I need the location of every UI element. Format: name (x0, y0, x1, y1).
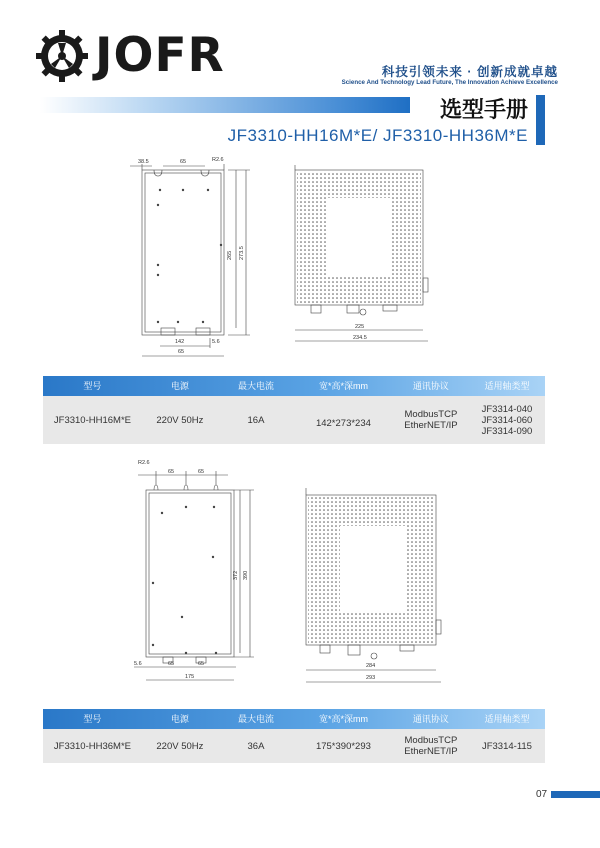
dim-top-radius: R2.6 (212, 157, 224, 163)
protocol-1: ModbusTCP (404, 735, 458, 746)
table-row (43, 396, 545, 444)
cell-current: 16A (247, 414, 265, 426)
gear-logo-icon (34, 28, 90, 84)
dim-height-2: 273.5 (239, 246, 245, 260)
dim-height-2: 390 (243, 570, 249, 580)
title-gradient-bar (40, 97, 410, 113)
protocol-2: EtherNET/IP (404, 420, 458, 431)
protocol-2: EtherNET/IP (404, 746, 458, 757)
dim-bottom-2: 5.6 (212, 339, 220, 345)
table-header (43, 376, 545, 396)
header-power: 电源 (170, 714, 189, 724)
header-power: 电源 (170, 381, 189, 391)
model-title: JF3310-HH16M*E/ JF3310-HH36M*E (227, 126, 528, 145)
brand-name: JOFR (95, 28, 225, 83)
cell-current: 36A (247, 740, 265, 752)
cell-model: JF3310-HH36M*E (53, 740, 131, 752)
dim-width-1: 284 (366, 663, 376, 669)
dim-bottom-1: 5.6 (134, 661, 142, 667)
header-size: 宽*高*深mm (318, 381, 368, 391)
dim-bottom-3: 65 (178, 349, 185, 355)
dim-bottom-3: 65 (198, 661, 205, 667)
header-protocol: 通讯协议 (412, 714, 449, 724)
dim-top-mid: 65 (180, 159, 187, 165)
dim-top-left: 38.5 (138, 159, 149, 165)
header-size: 宽*高*深mm (318, 714, 368, 724)
header-current: 最大电流 (237, 714, 274, 724)
slogan-chinese: 科技引领未来 · 创新成就卓越 (381, 65, 558, 79)
page-accent-bar (551, 791, 600, 798)
header-model: 型号 (83, 714, 102, 724)
drawing1-front-view (128, 150, 258, 360)
page-number: 07 (536, 789, 548, 800)
axis-2: JF3314-060 (481, 414, 533, 426)
header-axis: 适用轴类型 (484, 381, 530, 391)
slogan-english: Science And Technology Lead Future, The Innovation Achieve Excellence (341, 79, 558, 86)
cell-size: 175*390*293 (315, 740, 371, 752)
table-header (43, 709, 545, 729)
drawing2-side-view (290, 480, 450, 690)
spec-table-2 (43, 709, 545, 763)
table-row (43, 729, 545, 763)
drawing1-side-view (283, 160, 443, 350)
header-axis: 适用轴类型 (484, 714, 530, 724)
header-protocol: 通讯协议 (412, 381, 449, 391)
cell-axis (469, 404, 545, 437)
protocol-1: ModbusTCP (404, 409, 458, 420)
axis-3: JF3314-090 (481, 425, 533, 437)
cell-power: 220V 50Hz (156, 414, 204, 426)
header-model: 型号 (83, 381, 102, 391)
cell-protocol (393, 735, 469, 757)
spec-table-1 (43, 376, 545, 444)
dim-bottom-2: 65 (168, 661, 175, 667)
drawing2-front-view (128, 455, 258, 685)
title-accent-bar (536, 95, 545, 145)
dim-top-b: 65 (198, 469, 205, 475)
dim-height-1: 372 (233, 570, 239, 580)
cell-model: JF3310-HH16M*E (53, 414, 131, 426)
dim-width-1: 225 (355, 324, 365, 330)
dim-width-2: 293 (366, 675, 376, 681)
header-current: 最大电流 (237, 381, 274, 391)
cell-axis: JF3314-115 (481, 740, 532, 752)
page-title: 选型手册 (439, 97, 528, 122)
cell-protocol (393, 409, 469, 431)
dim-width-2: 234.5 (353, 335, 367, 341)
dim-height-1: 265 (227, 250, 233, 260)
axis-1: JF3314-040 (481, 403, 533, 415)
dim-top-radius: R2.6 (138, 460, 150, 466)
dim-top-a: 65 (168, 469, 175, 475)
cell-power: 220V 50Hz (156, 740, 204, 752)
dim-bottom-4: 175 (185, 674, 195, 680)
dim-bottom-1: 142 (175, 339, 185, 345)
cell-size: 142*273*234 (315, 417, 371, 429)
